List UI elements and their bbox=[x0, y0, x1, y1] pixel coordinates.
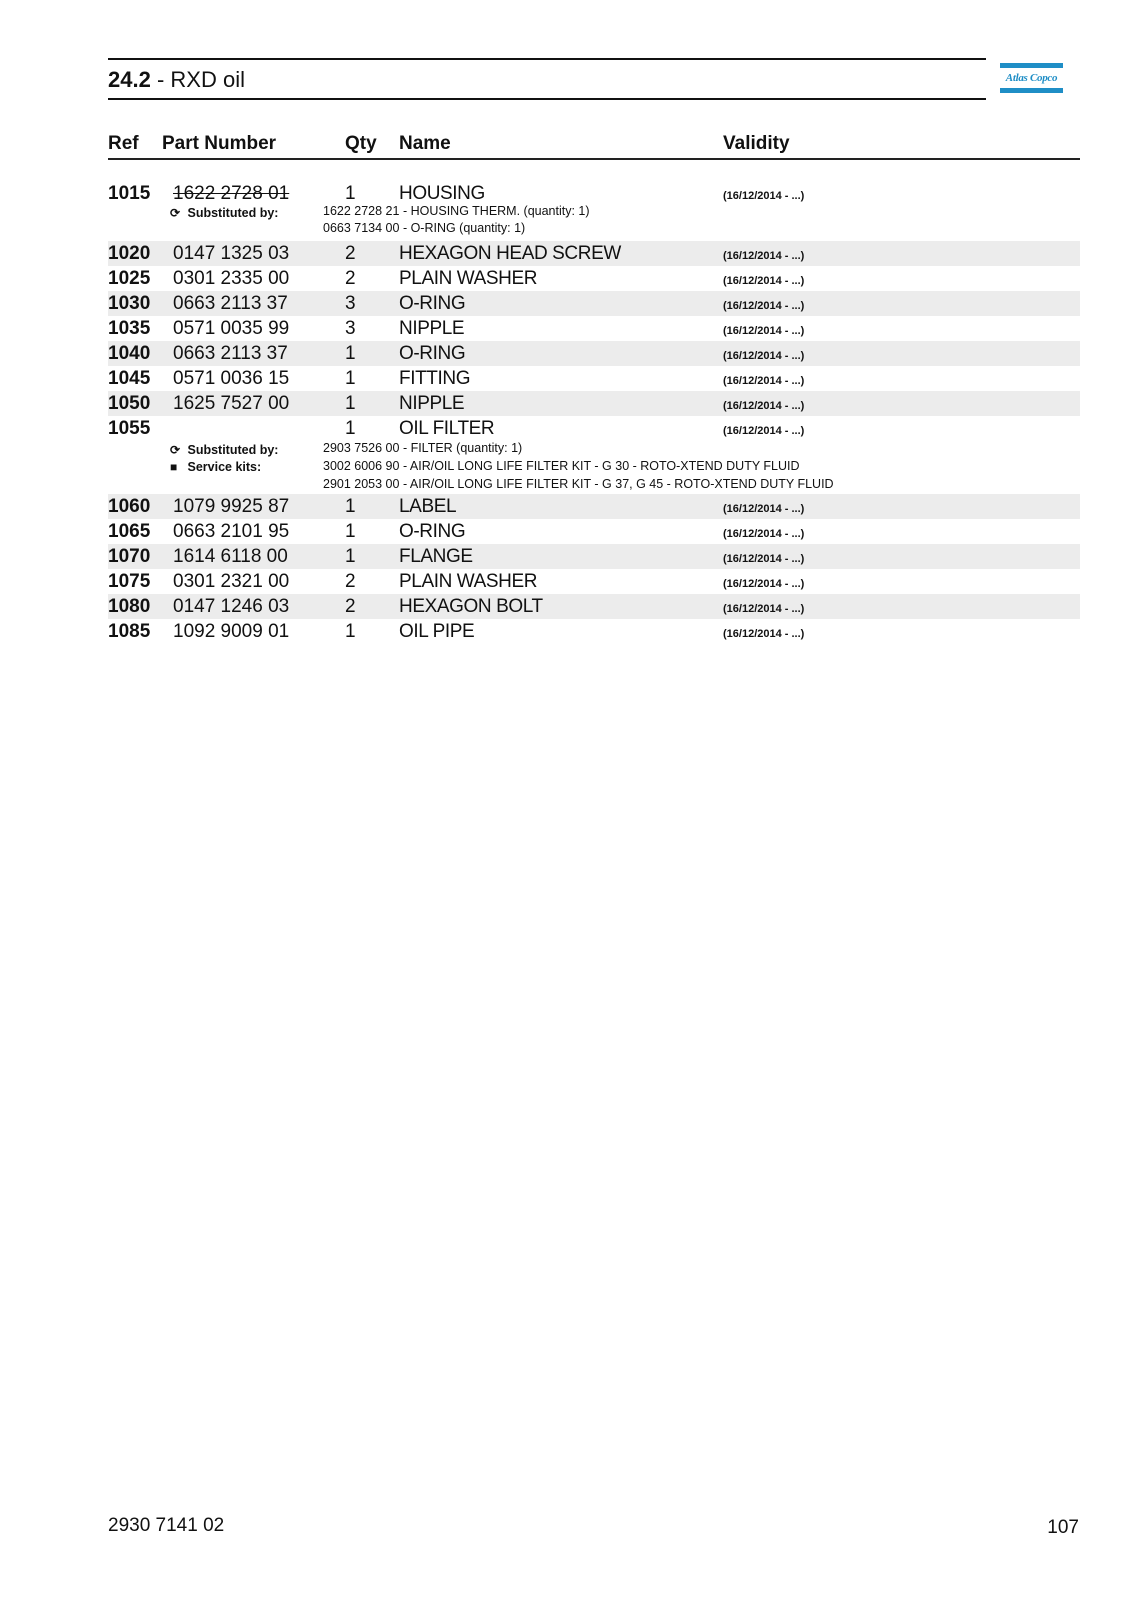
refresh-icon: ⟳ bbox=[170, 206, 181, 220]
row-ref: 1035 bbox=[108, 318, 151, 339]
row-name: PLAIN WASHER bbox=[399, 268, 538, 289]
row-validity: (16/12/2014 - ...) bbox=[723, 325, 805, 337]
section-name: RXD oil bbox=[170, 67, 245, 92]
row-qty: 2 bbox=[345, 243, 356, 264]
table-row bbox=[108, 494, 1080, 519]
row-qty: 2 bbox=[345, 596, 356, 617]
row-qty: 1 bbox=[345, 368, 356, 389]
row-name: OIL PIPE bbox=[399, 621, 475, 642]
row-validity: (16/12/2014 - ...) bbox=[723, 375, 805, 387]
row-name: OIL FILTER bbox=[399, 418, 495, 439]
table-row bbox=[108, 181, 1080, 241]
table-row bbox=[108, 291, 1080, 316]
page-number: 107 bbox=[1047, 1517, 1079, 1538]
toolbox-icon: ■ bbox=[170, 460, 178, 474]
row-qty: 1 bbox=[345, 183, 356, 204]
row-name: HEXAGON HEAD SCREW bbox=[399, 243, 621, 264]
substituted-label: ⟳ Substituted by: bbox=[170, 443, 279, 457]
substitute-line: 0663 7134 00 - O-RING (quantity: 1) bbox=[323, 221, 526, 235]
row-name: FLANGE bbox=[399, 546, 473, 567]
row-validity: (16/12/2014 - ...) bbox=[723, 578, 805, 590]
table-row bbox=[108, 366, 1080, 391]
row-qty: 1 bbox=[345, 496, 356, 517]
row-validity: (16/12/2014 - ...) bbox=[723, 553, 805, 565]
row-ref: 1055 bbox=[108, 418, 151, 439]
row-validity: (16/12/2014 - ...) bbox=[723, 528, 805, 540]
table-row bbox=[108, 619, 1080, 644]
row-ref: 1015 bbox=[108, 183, 151, 204]
row-qty: 1 bbox=[345, 621, 356, 642]
row-ref: 1060 bbox=[108, 496, 151, 517]
refresh-icon: ⟳ bbox=[170, 443, 181, 457]
logo-bar-top bbox=[1000, 63, 1063, 68]
col-validity: Validity bbox=[723, 133, 790, 154]
table-row bbox=[108, 594, 1080, 619]
table-row bbox=[108, 241, 1080, 266]
row-name: O-RING bbox=[399, 343, 466, 364]
row-part-number: 0571 0036 15 bbox=[173, 368, 290, 389]
row-name: PLAIN WASHER bbox=[399, 571, 538, 592]
row-ref: 1045 bbox=[108, 368, 151, 389]
service-kit-line: 2901 2053 00 - AIR/OIL LONG LIFE FILTER KIT - G 37, G 45 - ROTO-XTEND DUTY FLUID bbox=[323, 477, 834, 491]
service-kit-line: 3002 6006 90 - AIR/OIL LONG LIFE FILTER KIT - G 30 - ROTO-XTEND DUTY FLUID bbox=[323, 459, 800, 473]
row-part-number: 1625 7527 00 bbox=[173, 393, 290, 414]
row-ref: 1065 bbox=[108, 521, 151, 542]
col-part-number: Part Number bbox=[162, 133, 277, 154]
row-validity: (16/12/2014 - ...) bbox=[723, 300, 805, 312]
substituted-label: ⟳ Substituted by: bbox=[170, 206, 279, 220]
row-ref: 1020 bbox=[108, 243, 151, 264]
row-qty: 1 bbox=[345, 393, 356, 414]
row-qty: 2 bbox=[345, 268, 356, 289]
row-name: NIPPLE bbox=[399, 318, 465, 339]
parts-table bbox=[108, 181, 1080, 644]
row-part-number: 0663 2113 37 bbox=[173, 293, 288, 314]
row-name: O-RING bbox=[399, 293, 466, 314]
row-part-number: 0147 1325 03 bbox=[173, 243, 290, 264]
row-part-number: 1614 6118 00 bbox=[173, 546, 288, 567]
column-header bbox=[108, 132, 1080, 160]
row-part-number: 0571 0035 99 bbox=[173, 318, 290, 339]
col-name: Name bbox=[399, 133, 451, 154]
table-row bbox=[108, 266, 1080, 291]
row-ref: 1025 bbox=[108, 268, 151, 289]
row-part-number: 0663 2101 95 bbox=[173, 521, 290, 542]
row-ref: 1080 bbox=[108, 596, 151, 617]
service-kits-label: ■ Service kits: bbox=[170, 460, 262, 474]
row-part-number: 0301 2321 00 bbox=[173, 571, 290, 592]
row-part-number: 1079 9925 87 bbox=[173, 496, 290, 517]
row-name: NIPPLE bbox=[399, 393, 465, 414]
row-part-number: 1622 2728 01 bbox=[173, 183, 290, 204]
row-part-number: 0301 2335 00 bbox=[173, 268, 290, 289]
document-number: 2930 7141 02 bbox=[108, 1515, 225, 1536]
row-validity: (16/12/2014 - ...) bbox=[723, 400, 805, 412]
row-qty: 1 bbox=[345, 343, 356, 364]
section-separator: - bbox=[150, 67, 171, 92]
row-validity: (16/12/2014 - ...) bbox=[723, 275, 805, 287]
row-qty: 2 bbox=[345, 571, 356, 592]
logo-bar-bottom bbox=[1000, 88, 1063, 93]
row-qty: 3 bbox=[345, 318, 356, 339]
row-validity: (16/12/2014 - ...) bbox=[723, 190, 805, 202]
table-row bbox=[108, 544, 1080, 569]
substitute-line: 2903 7526 00 - FILTER (quantity: 1) bbox=[323, 441, 523, 455]
table-row bbox=[108, 416, 1080, 494]
row-name: LABEL bbox=[399, 496, 457, 517]
col-qty: Qty bbox=[345, 133, 377, 154]
table-row bbox=[108, 519, 1080, 544]
atlas-copco-logo bbox=[1000, 63, 1063, 93]
row-validity: (16/12/2014 - ...) bbox=[723, 250, 805, 262]
section-title bbox=[108, 67, 245, 93]
col-ref: Ref bbox=[108, 133, 139, 154]
row-qty: 1 bbox=[345, 418, 356, 439]
row-ref: 1030 bbox=[108, 293, 151, 314]
row-ref: 1040 bbox=[108, 343, 151, 364]
row-ref: 1075 bbox=[108, 571, 151, 592]
row-validity: (16/12/2014 - ...) bbox=[723, 503, 805, 515]
substitute-line: 1622 2728 21 - HOUSING THERM. (quantity: 1) bbox=[323, 204, 590, 218]
table-row bbox=[108, 569, 1080, 594]
row-ref: 1050 bbox=[108, 393, 151, 414]
row-ref: 1070 bbox=[108, 546, 151, 567]
row-part-number: 0663 2113 37 bbox=[173, 343, 288, 364]
row-ref: 1085 bbox=[108, 621, 151, 642]
table-row bbox=[108, 341, 1080, 366]
row-validity: (16/12/2014 - ...) bbox=[723, 425, 805, 437]
row-name: HOUSING bbox=[399, 183, 485, 204]
row-validity: (16/12/2014 - ...) bbox=[723, 628, 805, 640]
section-number: 24.2 bbox=[108, 67, 151, 92]
row-part-number: 0147 1246 03 bbox=[173, 596, 290, 617]
row-qty: 1 bbox=[345, 546, 356, 567]
row-name: O-RING bbox=[399, 521, 466, 542]
table-row bbox=[108, 316, 1080, 341]
logo-text: Atlas Copco bbox=[1005, 72, 1058, 84]
row-qty: 1 bbox=[345, 521, 356, 542]
row-part-number: 1092 9009 01 bbox=[173, 621, 290, 642]
row-qty: 3 bbox=[345, 293, 356, 314]
row-name: FITTING bbox=[399, 368, 471, 389]
row-name: HEXAGON BOLT bbox=[399, 596, 543, 617]
row-validity: (16/12/2014 - ...) bbox=[723, 350, 805, 362]
page-header bbox=[108, 58, 986, 100]
row-validity: (16/12/2014 - ...) bbox=[723, 603, 805, 615]
table-row bbox=[108, 391, 1080, 416]
